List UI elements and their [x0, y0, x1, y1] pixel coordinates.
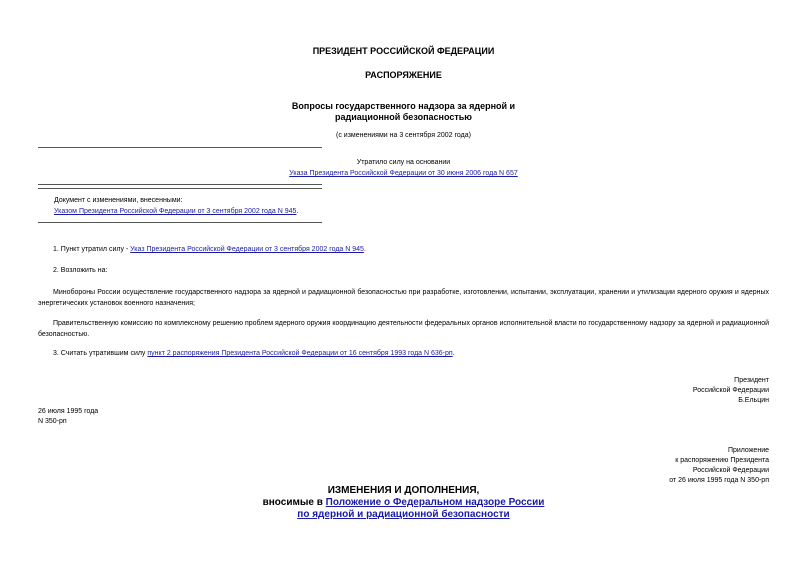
document-title-line2: радиационной безопасностью: [335, 112, 472, 122]
document-date: 26 июля 1995 года: [38, 408, 99, 415]
regulation-link-part2[interactable]: по ядерной и радиационной безопасности: [297, 509, 510, 520]
document-type: РАСПОРЯЖЕНИЕ: [365, 70, 442, 80]
changes-link-tail: .: [296, 208, 299, 215]
date-block: [38, 407, 98, 427]
regulation-link-part1[interactable]: Положение о Федеральном надзоре России: [325, 497, 545, 508]
changes-label: Документ с изменениями, внесенными:: [54, 197, 183, 204]
document-number: N 350-рп: [38, 418, 67, 425]
changes-title-line1: ИЗМЕНЕНИЯ И ДОПОЛНЕНИЯ,: [327, 485, 480, 496]
paragraph-1-tail: .: [363, 246, 366, 253]
paragraph-5-link[interactable]: пункт 2 распоряжения Президента Российской Федерации от 16 сентября 1993 года N 636-рп: [147, 350, 453, 357]
amendment-note: (с изменениями на 3 сентября 2002 года): [336, 132, 471, 139]
changes-title-line2: [0, 497, 807, 509]
appendix-country: Российской Федерации: [692, 467, 769, 474]
divider: [38, 184, 322, 185]
changes-title-line2-text: вносимые в: [262, 497, 326, 508]
paragraph-5: [38, 348, 769, 359]
signature-block: [500, 376, 769, 406]
paragraph-3: Минобороны России осуществление государственного надзора за ядерной и радиационной безопасностью при разработке, изготовлении, испытании, эксплуатации, хранении и утилизации ядерного оружия и ядерных энергетических установок военного назначения;: [38, 289, 769, 307]
paragraph-5-text: 3. Считать утратившим силу: [53, 350, 148, 357]
invalid-notice-link[interactable]: Указа Президента Российской Федерации от 30 июня 2006 года N 657: [289, 170, 518, 177]
paragraph-1-text: 1. Пункт утратил силу -: [53, 246, 131, 253]
signature-country: Российской Федерации: [692, 387, 769, 394]
president-heading: ПРЕЗИДЕНТ РОССИЙСКОЙ ФЕДЕРАЦИИ: [312, 46, 495, 56]
appendix-ref: к распоряжению Президента: [675, 457, 769, 464]
divider: [38, 188, 322, 189]
changes-title-line3: [0, 509, 807, 521]
changes-title: [0, 485, 807, 521]
appendix-label: Приложение: [727, 447, 769, 454]
changes-link[interactable]: Указом Президента Российской Федерации от 3 сентября 2002 года N 945: [54, 208, 297, 215]
changes-link-row: [54, 207, 298, 217]
signature-name: Б.Ельцин: [738, 397, 769, 404]
appendix-date: от 26 июля 1995 года N 350-рп: [669, 477, 769, 484]
paragraph-1-link[interactable]: Указ Президента Российской Федерации от 3 сентября 2002 года N 945: [130, 246, 364, 253]
invalid-notice-text: Утратило силу на основании: [356, 159, 451, 166]
signature-title: Президент: [734, 377, 769, 384]
paragraph-1: [38, 244, 769, 255]
document-title-line1: Вопросы государственного надзора за ядерной и: [291, 101, 516, 111]
appendix-block: [500, 446, 769, 486]
paragraph-2: 2. Возложить на:: [53, 267, 108, 274]
invalid-notice-link-row: [0, 169, 807, 179]
divider: [38, 222, 322, 223]
divider: [38, 147, 322, 148]
paragraph-5-tail: .: [452, 350, 455, 357]
paragraph-4: Правительственную комиссию по комплексному решению проблем ядерного оружия координацию деятельности федеральных органов исполнительной власти по государственному надзору за ядерной и радиационной безопасностью.: [38, 320, 769, 338]
